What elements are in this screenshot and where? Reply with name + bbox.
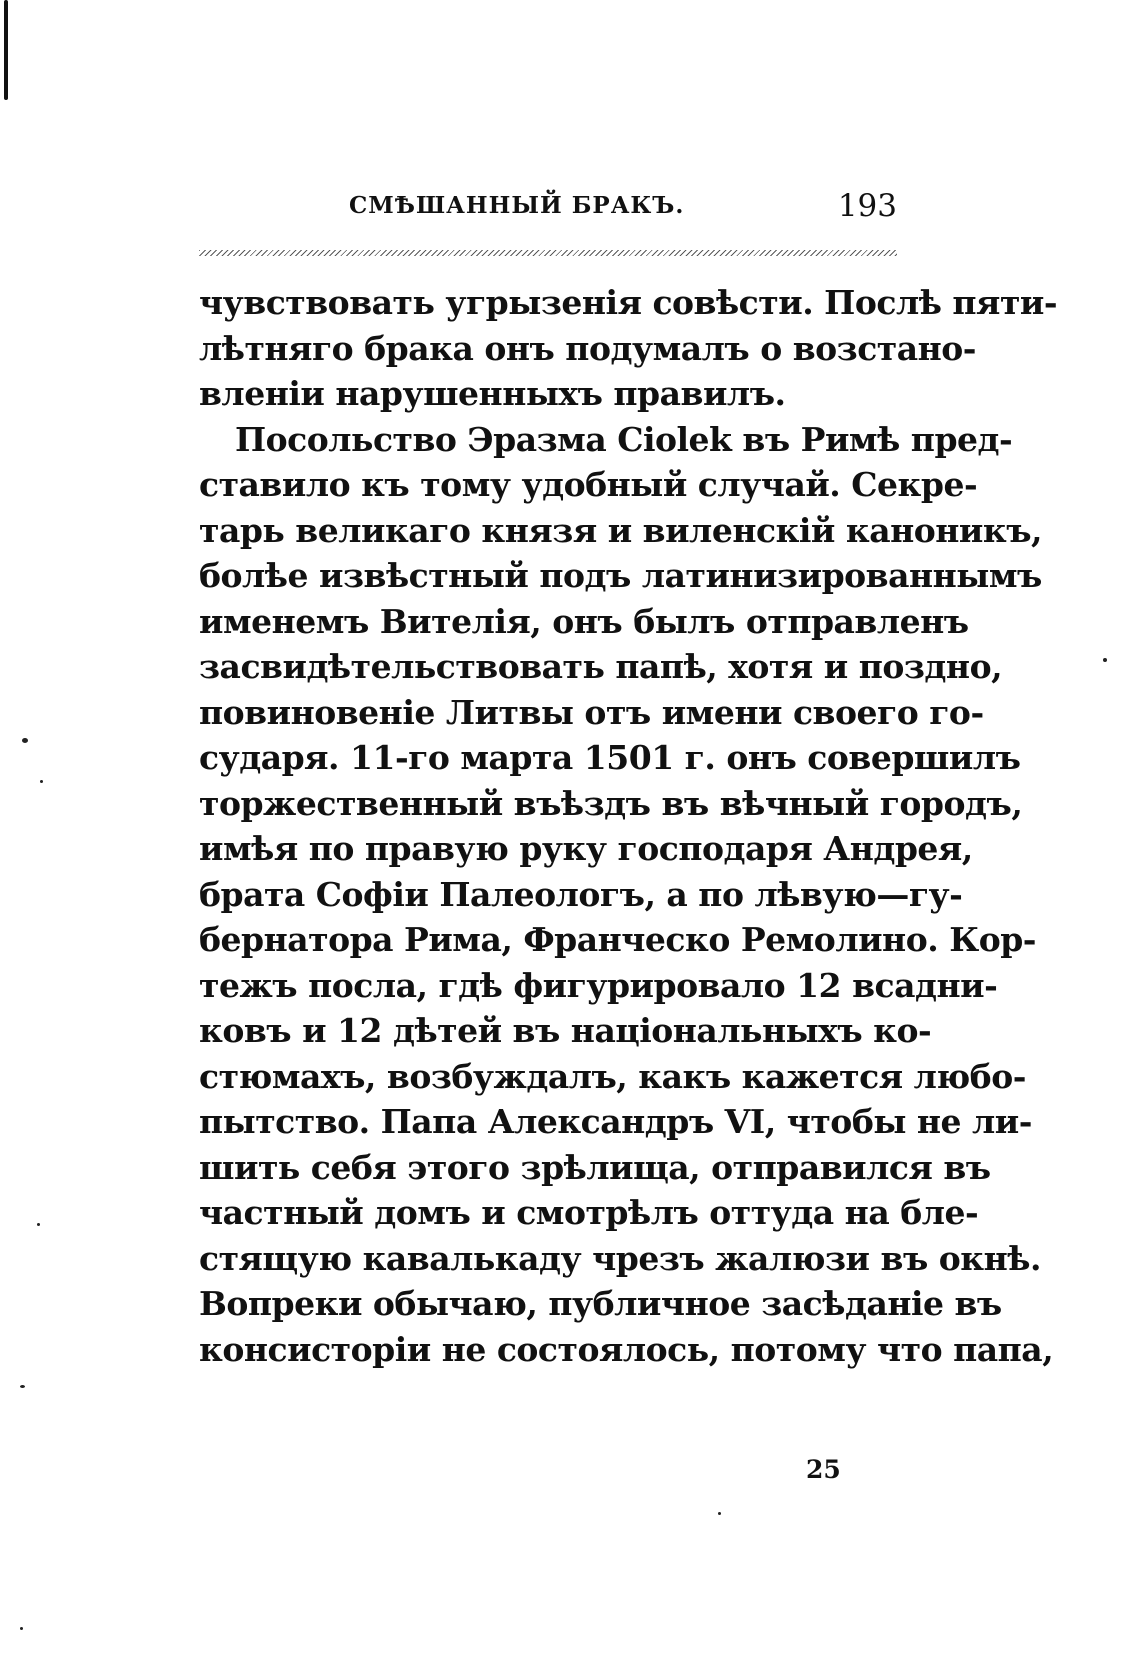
text-line: брата Софіи Палеологъ, а по лѣвую—гу-	[199, 874, 963, 914]
text-line: повиновеніе Литвы отъ имени своего го-	[199, 692, 984, 732]
running-head	[199, 188, 897, 228]
text-line: Посольство Эразма Ciolek въ Римѣ пред-	[235, 419, 1013, 459]
text-line: бернатора Рима, Франческо Ремолино. Кор-	[199, 920, 1037, 959]
text-line: Вопреки обычаю, публичное засѣданіе въ	[199, 1284, 1002, 1323]
scan-speck	[37, 1223, 40, 1226]
text-line: чувствовать угрызенія совѣсти. Послѣ пяти-	[199, 283, 1058, 322]
margin-scan-line	[4, 0, 8, 100]
text-line: консисторіи не состоялось, потому что папа,	[199, 1329, 1054, 1369]
text-line: вленіи нарушенныхъ правилъ.	[199, 374, 786, 413]
scan-speck	[1103, 658, 1107, 662]
text-line: пытство. Папа Александръ VI, чтобы не ли-	[199, 1102, 1032, 1141]
text-line: тежъ посла, гдѣ фигурировало 12 всадни-	[199, 965, 998, 1005]
scan-speck	[20, 1385, 25, 1388]
text-line: торжественный въѣздъ въ вѣчный городъ,	[199, 783, 1023, 823]
signature-mark: 25	[806, 1455, 841, 1484]
header-rule	[199, 250, 897, 256]
page-number: 193	[837, 188, 897, 224]
body-text	[199, 280, 1058, 1372]
text-line: частный домъ и смотрѣлъ оттуда на бле-	[199, 1193, 979, 1232]
scan-speck	[718, 1512, 721, 1515]
text-line: сударя. 11-го марта 1501 г. онъ совершилъ	[199, 738, 1021, 777]
text-line: тарь великаго князя и виленскій каноникъ,	[199, 510, 1043, 550]
text-line: имѣя по правую руку господаря Андрея,	[199, 829, 973, 868]
text-line: ставило къ тому удобный случай. Секре-	[199, 465, 978, 504]
scan-speck	[20, 1627, 23, 1630]
text-line: лѣтняго брака онъ подумалъ о возстано-	[199, 328, 976, 368]
text-line: болѣе извѣстный подъ латинизированнымъ	[199, 556, 1042, 595]
text-line: засвидѣтельствовать папѣ, хотя и поздно,	[199, 647, 1003, 686]
text-line: ковъ и 12 дѣтей въ національныхъ ко-	[199, 1011, 932, 1050]
scan-speck	[22, 738, 28, 743]
scan-speck	[40, 780, 43, 783]
text-line: стящую кавалькаду чрезъ жалюзи въ окнѣ.	[199, 1238, 1041, 1278]
running-title: СМѢШАННЫЙ БРАКЪ.	[349, 192, 685, 219]
text-line: именемъ Вителія, онъ былъ отправленъ	[199, 601, 969, 641]
text-line: стюмахъ, возбуждалъ, какъ кажется любо-	[199, 1056, 1026, 1096]
text-line: шить себя этого зрѣлища, отправился въ	[199, 1147, 991, 1187]
